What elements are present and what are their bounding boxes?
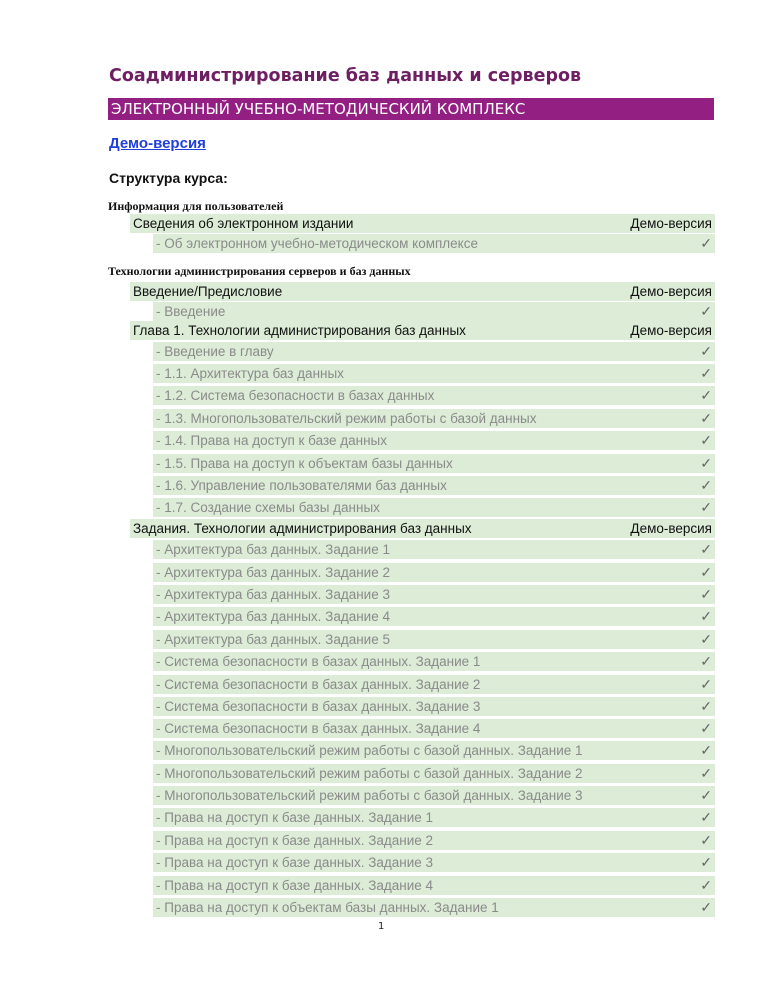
toc-row-label: - Об электронном учебно-методическом комплексе bbox=[156, 236, 478, 251]
section-title: Технологии администрирования серверов и баз данных bbox=[108, 264, 411, 278]
toc-row-child[interactable] bbox=[153, 853, 715, 872]
check-icon: ✓ bbox=[700, 676, 712, 692]
toc-row-parent[interactable] bbox=[130, 321, 715, 340]
toc-row-label: - 1.7. Создание схемы базы данных bbox=[156, 500, 380, 515]
check-icon: ✓ bbox=[700, 832, 712, 848]
check-icon: ✓ bbox=[700, 765, 712, 781]
toc-row-child[interactable] bbox=[153, 898, 715, 917]
toc-row-child[interactable] bbox=[153, 786, 715, 805]
check-icon: ✓ bbox=[700, 787, 712, 803]
check-icon: ✓ bbox=[700, 720, 712, 736]
toc-row-child[interactable] bbox=[153, 585, 715, 604]
banner: ЭЛЕКТРОННЫЙ УЧЕБНО-МЕТОДИЧЕСКИЙ КОМПЛЕКС bbox=[108, 98, 714, 120]
toc-row-label: - Архитектура баз данных. Задание 3 bbox=[156, 587, 390, 602]
toc-row-child[interactable] bbox=[153, 808, 715, 827]
check-icon: ✓ bbox=[700, 742, 712, 758]
toc-row-label: - Архитектура баз данных. Задание 1 bbox=[156, 542, 390, 557]
check-icon: ✓ bbox=[700, 303, 712, 319]
toc-row-label: - Система безопасности в базах данных. Задание 2 bbox=[156, 677, 481, 692]
check-icon: ✓ bbox=[700, 586, 712, 602]
toc-row-child[interactable] bbox=[153, 302, 715, 321]
toc-row-label: - Многопользовательский режим работы с базой данных. Задание 2 bbox=[156, 766, 583, 781]
toc-row-child[interactable] bbox=[153, 652, 715, 671]
demo-status: Демо-версия bbox=[630, 521, 712, 536]
demo-version-link[interactable]: Демо-версия bbox=[109, 135, 206, 152]
toc-row-label: - 1.5. Права на доступ к объектам базы данных bbox=[156, 456, 453, 471]
check-icon: ✓ bbox=[700, 564, 712, 580]
demo-status: Демо-версия bbox=[630, 284, 712, 299]
toc-row-label: - 1.6. Управление пользователями баз данных bbox=[156, 478, 447, 493]
toc-row-child[interactable] bbox=[153, 386, 715, 405]
toc-row-child[interactable] bbox=[153, 630, 715, 649]
toc-row-parent[interactable] bbox=[130, 214, 715, 233]
toc-row-label: Сведения об электронном издании bbox=[133, 216, 354, 231]
toc-row-label: - Права на доступ к базе данных. Задание 4 bbox=[156, 878, 434, 893]
check-icon: ✓ bbox=[700, 698, 712, 714]
toc-row-child[interactable] bbox=[153, 409, 715, 428]
toc-row-label: Глава 1. Технологии администрирования баз данных bbox=[133, 323, 466, 338]
check-icon: ✓ bbox=[700, 410, 712, 426]
toc-row-label: - Архитектура баз данных. Задание 2 bbox=[156, 565, 390, 580]
check-icon: ✓ bbox=[700, 877, 712, 893]
check-icon: ✓ bbox=[700, 365, 712, 381]
check-icon: ✓ bbox=[700, 235, 712, 251]
check-icon: ✓ bbox=[700, 499, 712, 515]
toc-row-label: - 1.4. Права на доступ к базе данных bbox=[156, 433, 387, 448]
toc-row-child[interactable] bbox=[153, 741, 715, 760]
check-icon: ✓ bbox=[700, 631, 712, 647]
check-icon: ✓ bbox=[700, 541, 712, 557]
toc-row-child[interactable] bbox=[153, 675, 715, 694]
toc-row-label: - 1.2. Система безопасности в базах данных bbox=[156, 388, 435, 403]
check-icon: ✓ bbox=[700, 477, 712, 493]
toc-row-label: - 1.3. Многопользовательский режим работы с базой данных bbox=[156, 411, 537, 426]
toc-row-child[interactable] bbox=[153, 719, 715, 738]
toc-row-child[interactable] bbox=[153, 342, 715, 361]
toc-row-child[interactable] bbox=[153, 764, 715, 783]
toc-row-child[interactable] bbox=[153, 431, 715, 450]
check-icon: ✓ bbox=[700, 809, 712, 825]
check-icon: ✓ bbox=[700, 608, 712, 624]
structure-heading: Структура курса: bbox=[109, 170, 228, 186]
toc-row-label: - Права на доступ к базе данных. Задание 1 bbox=[156, 810, 434, 825]
check-icon: ✓ bbox=[700, 432, 712, 448]
toc-row-label: - Система безопасности в базах данных. Задание 4 bbox=[156, 721, 481, 736]
toc-row-label: - Архитектура баз данных. Задание 4 bbox=[156, 609, 390, 624]
check-icon: ✓ bbox=[700, 387, 712, 403]
toc-row-label: - Многопользовательский режим работы с базой данных. Задание 3 bbox=[156, 788, 583, 803]
toc-row-label: - Права на доступ к базе данных. Задание 2 bbox=[156, 833, 434, 848]
toc-row-child[interactable] bbox=[153, 831, 715, 850]
toc-row-child[interactable] bbox=[153, 607, 715, 626]
toc-row-label: - Система безопасности в базах данных. Задание 1 bbox=[156, 654, 481, 669]
toc-row-label: - Введение в главу bbox=[156, 344, 274, 359]
toc-row-label: - 1.1. Архитектура баз данных bbox=[156, 366, 344, 381]
toc-row-child[interactable] bbox=[153, 563, 715, 582]
toc-row-label: - Права на доступ к объектам базы данных. Задание 1 bbox=[156, 900, 499, 915]
toc-row-label: - Система безопасности в базах данных. Задание 3 bbox=[156, 699, 481, 714]
page-number: 1 bbox=[378, 921, 385, 932]
toc-row-child[interactable] bbox=[153, 498, 715, 517]
toc-row-label: - Архитектура баз данных. Задание 5 bbox=[156, 632, 390, 647]
toc-row-parent[interactable] bbox=[130, 282, 715, 301]
toc-row-child[interactable] bbox=[153, 540, 715, 559]
toc-row-child[interactable] bbox=[153, 234, 715, 253]
toc-row-child[interactable] bbox=[153, 876, 715, 895]
check-icon: ✓ bbox=[700, 653, 712, 669]
toc-row-label: Введение/Предисловие bbox=[133, 284, 283, 299]
check-icon: ✓ bbox=[700, 343, 712, 359]
toc-row-child[interactable] bbox=[153, 697, 715, 716]
check-icon: ✓ bbox=[700, 854, 712, 870]
toc-row-label: Задания. Технологии администрирования баз данных bbox=[133, 521, 472, 536]
toc-row-child[interactable] bbox=[153, 476, 715, 495]
toc-row-parent[interactable] bbox=[130, 519, 715, 538]
check-icon: ✓ bbox=[700, 899, 712, 915]
demo-status: Демо-версия bbox=[630, 216, 712, 231]
demo-status: Демо-версия bbox=[630, 323, 712, 338]
toc-row-label: - Многопользовательский режим работы с базой данных. Задание 1 bbox=[156, 743, 583, 758]
toc-row-child[interactable] bbox=[153, 364, 715, 383]
toc-row-label: - Введение bbox=[156, 304, 226, 319]
page-title: Соадминистрирование баз данных и серверов bbox=[109, 66, 582, 86]
check-icon: ✓ bbox=[700, 455, 712, 471]
toc-row-child[interactable] bbox=[153, 454, 715, 473]
section-title: Информация для пользователей bbox=[108, 199, 284, 213]
toc-row-label: - Права на доступ к базе данных. Задание 3 bbox=[156, 855, 434, 870]
